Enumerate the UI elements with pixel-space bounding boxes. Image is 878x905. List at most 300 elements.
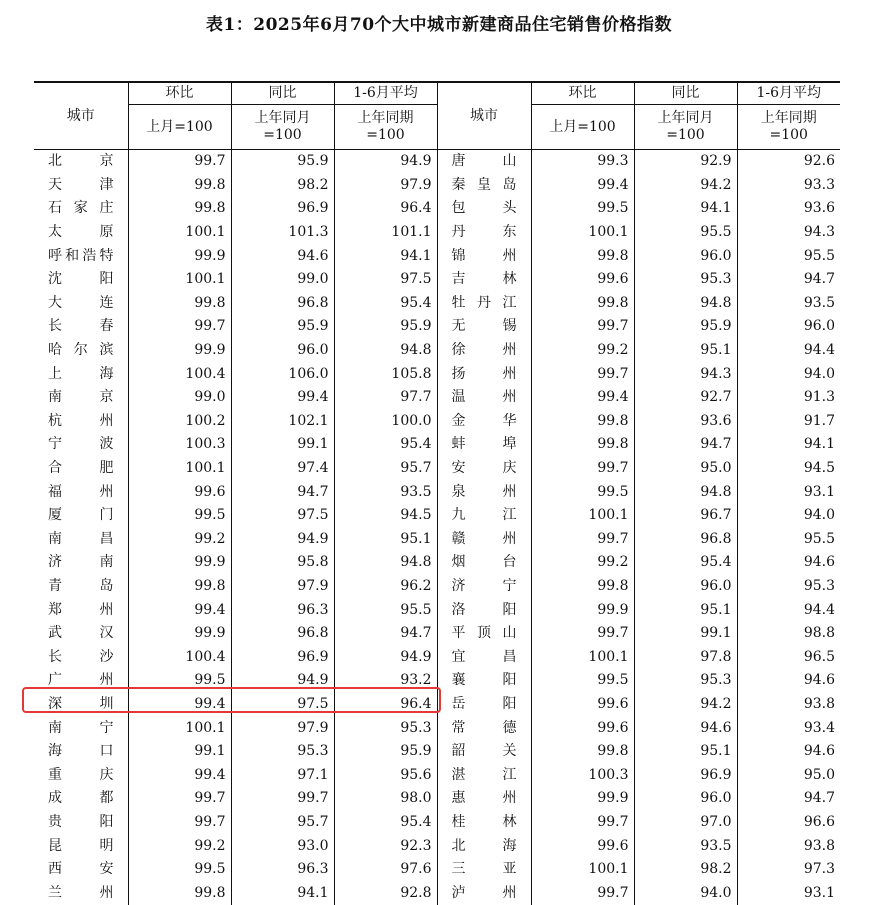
cell-yoy-right: 94.7 <box>634 433 737 457</box>
header-avg-base-right <box>737 105 840 150</box>
cell-avg-left: 101.1 <box>334 221 437 245</box>
cell-city-left: 济南 <box>48 554 114 571</box>
cell-yoy-left: 97.5 <box>231 504 334 528</box>
cell-yoy-right: 96.7 <box>634 504 737 528</box>
cell-city-left: 沈阳 <box>48 271 114 288</box>
cell-city-right: 岳阳 <box>437 693 531 717</box>
cell-avg-right: 95.0 <box>737 763 840 787</box>
cell-yoy-left: 99.1 <box>231 433 334 457</box>
cell-avg-right: 97.3 <box>737 858 840 882</box>
table-row <box>34 575 840 599</box>
cell-avg-left: 97.7 <box>334 386 437 410</box>
cell-mom-left: 99.4 <box>128 598 231 622</box>
cell-mom-left: 99.9 <box>128 244 231 268</box>
cell-avg-right: 96.5 <box>737 645 840 669</box>
header-avg-base-line2: =100 <box>366 127 405 143</box>
cell-mom-left: 100.1 <box>128 457 231 481</box>
cell-city-left: 太原 <box>48 224 114 241</box>
cell-yoy-left: 99.4 <box>231 386 334 410</box>
table-row <box>34 551 840 575</box>
cell-city-right: 三亚 <box>437 858 531 882</box>
cell-avg-left: 94.5 <box>334 504 437 528</box>
cell-mom-right: 99.6 <box>531 834 634 858</box>
cell-yoy-left: 99.7 <box>231 787 334 811</box>
table-title: 表1：2025年6月70个大中城市新建商品住宅销售价格指数 <box>205 15 673 35</box>
cell-yoy-right: 95.4 <box>634 551 737 575</box>
cell-mom-left: 99.4 <box>128 693 231 717</box>
cell-yoy-right: 94.0 <box>634 881 737 905</box>
cell-mom-right: 99.7 <box>531 622 634 646</box>
cell-city-left: 贵阳 <box>48 813 114 830</box>
cell-yoy-left: 106.0 <box>231 362 334 386</box>
cell-avg-left: 93.5 <box>334 480 437 504</box>
cell-mom-left: 99.8 <box>128 881 231 905</box>
cell-yoy-left: 94.1 <box>231 881 334 905</box>
table-row <box>34 410 840 434</box>
cell-mom-left: 99.9 <box>128 622 231 646</box>
cell-mom-right: 99.3 <box>531 150 634 174</box>
cell-city-left: 大连 <box>48 294 114 311</box>
cell-avg-right: 94.5 <box>737 457 840 481</box>
cell-city-right: 烟台 <box>437 551 531 575</box>
cell-city-right: 扬州 <box>437 362 531 386</box>
cell-mom-right: 99.7 <box>531 528 634 552</box>
cell-city-right: 北海 <box>437 834 531 858</box>
cell-yoy-right: 94.2 <box>634 174 737 198</box>
table-row <box>34 174 840 198</box>
header-city-left: 城市 <box>34 82 128 150</box>
cell-yoy-right: 93.6 <box>634 410 737 434</box>
cell-yoy-left: 95.8 <box>231 551 334 575</box>
cell-city-left: 成都 <box>48 790 114 807</box>
cell-avg-left: 97.6 <box>334 858 437 882</box>
cell-city-left: 西安 <box>48 861 114 878</box>
cell-avg-left: 92.8 <box>334 881 437 905</box>
cell-yoy-left: 97.9 <box>231 575 334 599</box>
cell-city-left: 石家庄 <box>48 200 114 217</box>
header-avg-base-line2: =100 <box>769 127 808 143</box>
cell-avg-left: 94.7 <box>334 622 437 646</box>
cell-city-left: 合肥 <box>48 460 114 477</box>
cell-mom-right: 99.8 <box>531 410 634 434</box>
cell-city-right: 蚌埠 <box>437 433 531 457</box>
table-row <box>34 268 840 292</box>
cell-avg-left: 105.8 <box>334 362 437 386</box>
cell-yoy-right: 93.5 <box>634 834 737 858</box>
cell-mom-left: 99.8 <box>128 174 231 198</box>
cell-yoy-left: 94.9 <box>231 528 334 552</box>
cell-yoy-left: 96.9 <box>231 645 334 669</box>
cell-yoy-right: 95.9 <box>634 315 737 339</box>
cell-city-right: 桂林 <box>437 811 531 835</box>
cell-avg-left: 98.0 <box>334 787 437 811</box>
cell-yoy-right: 98.2 <box>634 858 737 882</box>
cell-yoy-left: 96.0 <box>231 339 334 363</box>
cell-mom-right: 99.8 <box>531 244 634 268</box>
cell-avg-left: 93.2 <box>334 669 437 693</box>
cell-avg-left: 95.1 <box>334 528 437 552</box>
table-row <box>34 528 840 552</box>
cell-mom-right: 99.7 <box>531 315 634 339</box>
cell-yoy-left: 96.3 <box>231 858 334 882</box>
cell-city-left: 长沙 <box>48 648 114 665</box>
cell-city-right: 济宁 <box>437 575 531 599</box>
cell-yoy-right: 94.2 <box>634 693 737 717</box>
table-row <box>34 244 840 268</box>
cell-city-left: 兰州 <box>48 884 114 901</box>
cell-city-right: 吉林 <box>437 268 531 292</box>
cell-avg-right: 94.6 <box>737 669 840 693</box>
cell-yoy-right: 96.0 <box>634 787 737 811</box>
cell-city-right: 韶关 <box>437 740 531 764</box>
cell-yoy-left: 97.4 <box>231 457 334 481</box>
cell-city-left: 青岛 <box>48 577 114 594</box>
cell-mom-right: 99.8 <box>531 292 634 316</box>
cell-mom-right: 100.1 <box>531 858 634 882</box>
table-row <box>34 669 840 693</box>
cell-avg-right: 93.5 <box>737 292 840 316</box>
cell-avg-left: 94.1 <box>334 244 437 268</box>
table-row <box>34 315 840 339</box>
cell-yoy-right: 97.0 <box>634 811 737 835</box>
cell-avg-right: 95.3 <box>737 575 840 599</box>
cell-avg-left: 95.4 <box>334 433 437 457</box>
cell-mom-right: 100.1 <box>531 504 634 528</box>
cell-yoy-right: 95.1 <box>634 740 737 764</box>
cell-avg-left: 95.6 <box>334 763 437 787</box>
header-avg-right: 1-6月平均 <box>737 82 840 105</box>
table-row <box>34 811 840 835</box>
cell-mom-left: 99.5 <box>128 669 231 693</box>
table-row <box>34 834 840 858</box>
cell-yoy-left: 95.3 <box>231 740 334 764</box>
cell-mom-right: 99.5 <box>531 669 634 693</box>
cell-avg-right: 93.8 <box>737 834 840 858</box>
cell-city-left: 长春 <box>48 318 114 335</box>
table-row <box>34 881 840 905</box>
header-yoy-base-left <box>231 105 334 150</box>
cell-mom-right: 100.1 <box>531 221 634 245</box>
cell-yoy-right: 96.9 <box>634 763 737 787</box>
table-row <box>34 716 840 740</box>
cell-mom-right: 99.2 <box>531 339 634 363</box>
cell-avg-right: 93.1 <box>737 480 840 504</box>
table-row <box>34 221 840 245</box>
cell-city-right: 平顶山 <box>437 622 531 646</box>
cell-mom-left: 100.1 <box>128 716 231 740</box>
cell-mom-left: 100.4 <box>128 362 231 386</box>
cell-yoy-right: 99.1 <box>634 622 737 646</box>
cell-city-right: 湛江 <box>437 763 531 787</box>
header-yoy-base-right <box>634 105 737 150</box>
header-yoy-right: 同比 <box>634 82 737 105</box>
cell-city-right: 九江 <box>437 504 531 528</box>
table-row <box>34 457 840 481</box>
cell-mom-left: 99.0 <box>128 386 231 410</box>
cell-city-right: 无锡 <box>437 315 531 339</box>
cell-mom-left: 100.1 <box>128 268 231 292</box>
cell-avg-right: 93.8 <box>737 693 840 717</box>
cell-city-right: 常德 <box>437 716 531 740</box>
cell-yoy-left: 94.7 <box>231 480 334 504</box>
cell-avg-right: 94.4 <box>737 598 840 622</box>
cell-city-right: 秦皇岛 <box>437 174 531 198</box>
cell-mom-right: 99.2 <box>531 551 634 575</box>
cell-yoy-left: 96.8 <box>231 292 334 316</box>
cell-yoy-right: 96.0 <box>634 244 737 268</box>
cell-mom-right: 99.7 <box>531 362 634 386</box>
cell-mom-right: 99.7 <box>531 881 634 905</box>
cell-yoy-left: 95.9 <box>231 315 334 339</box>
cell-avg-right: 94.4 <box>737 339 840 363</box>
price-index-table <box>34 81 840 905</box>
cell-yoy-left: 94.6 <box>231 244 334 268</box>
header-yoy-base-line1: 上年同月 <box>254 110 311 126</box>
header-yoy-base-line2: =100 <box>263 127 302 143</box>
cell-avg-left: 92.3 <box>334 834 437 858</box>
cell-mom-left: 100.3 <box>128 433 231 457</box>
cell-city-right: 锦州 <box>437 244 531 268</box>
cell-mom-right: 99.6 <box>531 268 634 292</box>
cell-yoy-left: 99.0 <box>231 268 334 292</box>
header-yoy-base-line2: =100 <box>666 127 705 143</box>
cell-mom-right: 99.7 <box>531 457 634 481</box>
cell-yoy-left: 97.1 <box>231 763 334 787</box>
header-avg-base-left <box>334 105 437 150</box>
cell-yoy-left: 101.3 <box>231 221 334 245</box>
cell-city-right: 泸州 <box>437 881 531 905</box>
table-row <box>34 339 840 363</box>
cell-city-left: 杭州 <box>48 412 114 429</box>
cell-yoy-right: 94.8 <box>634 480 737 504</box>
table-row <box>34 362 840 386</box>
cell-avg-left: 94.9 <box>334 645 437 669</box>
cell-mom-right: 99.4 <box>531 386 634 410</box>
cell-avg-right: 96.6 <box>737 811 840 835</box>
cell-mom-left: 99.7 <box>128 150 231 174</box>
cell-avg-right: 94.0 <box>737 362 840 386</box>
table-row <box>34 645 840 669</box>
cell-yoy-left: 94.9 <box>231 669 334 693</box>
cell-mom-left: 99.7 <box>128 811 231 835</box>
cell-avg-right: 92.6 <box>737 150 840 174</box>
header-yoy-base-line1: 上年同月 <box>657 110 714 126</box>
cell-avg-left: 100.0 <box>334 410 437 434</box>
table-row <box>34 858 840 882</box>
cell-city-left: 呼和浩特 <box>48 247 114 264</box>
cell-yoy-right: 95.5 <box>634 221 737 245</box>
cell-mom-left: 99.2 <box>128 834 231 858</box>
cell-mom-left: 99.6 <box>128 480 231 504</box>
cell-mom-left: 99.4 <box>128 763 231 787</box>
cell-city-left: 天津 <box>48 176 114 193</box>
cell-mom-right: 99.6 <box>531 716 634 740</box>
cell-avg-left: 95.7 <box>334 457 437 481</box>
cell-city-left: 厦门 <box>48 507 114 524</box>
cell-mom-left: 99.7 <box>128 787 231 811</box>
cell-mom-right: 100.3 <box>531 763 634 787</box>
cell-city-right: 泉州 <box>437 480 531 504</box>
cell-city-left: 南昌 <box>48 530 114 547</box>
cell-city-left: 郑州 <box>48 601 114 618</box>
cell-yoy-right: 92.7 <box>634 386 737 410</box>
cell-yoy-right: 96.0 <box>634 575 737 599</box>
header-yoy-left: 同比 <box>231 82 334 105</box>
cell-mom-right: 99.4 <box>531 174 634 198</box>
cell-mom-right: 99.6 <box>531 693 634 717</box>
cell-avg-left: 94.9 <box>334 150 437 174</box>
cell-mom-right: 99.7 <box>531 811 634 835</box>
cell-city-left: 海口 <box>48 743 114 760</box>
cell-avg-right: 94.3 <box>737 221 840 245</box>
cell-avg-right: 94.1 <box>737 433 840 457</box>
cell-city-right: 惠州 <box>437 787 531 811</box>
cell-yoy-left: 95.9 <box>231 150 334 174</box>
cell-avg-right: 95.5 <box>737 528 840 552</box>
cell-mom-right: 99.8 <box>531 575 634 599</box>
cell-yoy-right: 95.1 <box>634 339 737 363</box>
table-row <box>34 598 840 622</box>
cell-city-right: 唐山 <box>437 150 531 174</box>
cell-avg-right: 93.4 <box>737 716 840 740</box>
table-row <box>34 197 840 221</box>
cell-city-left: 北京 <box>48 153 114 170</box>
cell-mom-left: 100.1 <box>128 221 231 245</box>
header-avg-base-line1: 上年同期 <box>357 110 414 126</box>
cell-city-right: 丹东 <box>437 221 531 245</box>
header-mom-base-left: 上月=100 <box>128 105 231 150</box>
cell-mom-left: 99.9 <box>128 551 231 575</box>
cell-avg-left: 95.4 <box>334 811 437 835</box>
cell-avg-right: 94.0 <box>737 504 840 528</box>
cell-mom-left: 99.8 <box>128 197 231 221</box>
cell-avg-left: 95.9 <box>334 740 437 764</box>
cell-mom-left: 100.4 <box>128 645 231 669</box>
cell-yoy-left: 97.5 <box>231 693 334 717</box>
cell-city-right: 金华 <box>437 410 531 434</box>
cell-city-right: 襄阳 <box>437 669 531 693</box>
cell-avg-left: 96.4 <box>334 693 437 717</box>
cell-yoy-right: 95.0 <box>634 457 737 481</box>
cell-city-left: 重庆 <box>48 766 114 783</box>
cell-avg-right: 95.5 <box>737 244 840 268</box>
cell-yoy-left: 93.0 <box>231 834 334 858</box>
header-avg-left: 1-6月平均 <box>334 82 437 105</box>
cell-avg-left: 97.9 <box>334 174 437 198</box>
header-avg-base-line1: 上年同期 <box>760 110 817 126</box>
cell-city-left: 上海 <box>48 365 114 382</box>
cell-avg-left: 95.9 <box>334 315 437 339</box>
cell-yoy-right: 92.9 <box>634 150 737 174</box>
cell-yoy-right: 94.6 <box>634 716 737 740</box>
cell-city-right: 赣州 <box>437 528 531 552</box>
cell-yoy-right: 94.8 <box>634 292 737 316</box>
header-city-right: 城市 <box>437 82 531 150</box>
cell-yoy-left: 95.7 <box>231 811 334 835</box>
cell-yoy-right: 96.8 <box>634 528 737 552</box>
cell-yoy-right: 97.8 <box>634 645 737 669</box>
cell-yoy-left: 96.8 <box>231 622 334 646</box>
cell-avg-right: 91.3 <box>737 386 840 410</box>
cell-avg-right: 94.6 <box>737 740 840 764</box>
cell-avg-left: 96.2 <box>334 575 437 599</box>
cell-city-left: 宁波 <box>48 436 114 453</box>
cell-mom-left: 99.5 <box>128 504 231 528</box>
cell-avg-left: 95.3 <box>334 716 437 740</box>
cell-yoy-right: 95.1 <box>634 598 737 622</box>
table-row <box>34 504 840 528</box>
table-row <box>34 740 840 764</box>
header-mom-left: 环比 <box>128 82 231 105</box>
cell-avg-right: 96.0 <box>737 315 840 339</box>
cell-mom-left: 100.2 <box>128 410 231 434</box>
cell-avg-right: 93.6 <box>737 197 840 221</box>
cell-mom-right: 99.5 <box>531 480 634 504</box>
cell-city-right: 包头 <box>437 197 531 221</box>
cell-avg-left: 95.4 <box>334 292 437 316</box>
cell-city-right: 宜昌 <box>437 645 531 669</box>
cell-mom-right: 99.5 <box>531 197 634 221</box>
cell-yoy-left: 102.1 <box>231 410 334 434</box>
cell-avg-left: 94.8 <box>334 551 437 575</box>
cell-city-left: 深圳 <box>48 695 114 712</box>
cell-mom-left: 99.5 <box>128 858 231 882</box>
cell-mom-right: 99.9 <box>531 598 634 622</box>
table-row <box>34 622 840 646</box>
cell-avg-left: 95.5 <box>334 598 437 622</box>
cell-mom-left: 99.7 <box>128 315 231 339</box>
table-row <box>34 763 840 787</box>
cell-yoy-right: 95.3 <box>634 268 737 292</box>
cell-mom-left: 99.2 <box>128 528 231 552</box>
cell-city-right: 温州 <box>437 386 531 410</box>
cell-avg-right: 91.7 <box>737 410 840 434</box>
header-mom-base-right: 上月=100 <box>531 105 634 150</box>
header-mom-right: 环比 <box>531 82 634 105</box>
cell-avg-right: 94.6 <box>737 551 840 575</box>
cell-city-left: 武汉 <box>48 625 114 642</box>
cell-yoy-right: 94.1 <box>634 197 737 221</box>
cell-yoy-right: 95.3 <box>634 669 737 693</box>
cell-mom-right: 100.1 <box>531 645 634 669</box>
cell-city-left: 福州 <box>48 483 114 500</box>
cell-avg-right: 94.7 <box>737 787 840 811</box>
cell-city-left: 南宁 <box>48 719 114 736</box>
cell-yoy-left: 96.9 <box>231 197 334 221</box>
cell-avg-right: 98.8 <box>737 622 840 646</box>
table-row <box>34 150 840 174</box>
cell-mom-left: 99.8 <box>128 575 231 599</box>
cell-mom-right: 99.9 <box>531 787 634 811</box>
cell-mom-left: 99.8 <box>128 292 231 316</box>
cell-mom-right: 99.8 <box>531 740 634 764</box>
cell-avg-right: 94.7 <box>737 268 840 292</box>
cell-yoy-right: 94.3 <box>634 362 737 386</box>
table-row <box>34 693 840 717</box>
cell-avg-left: 94.8 <box>334 339 437 363</box>
table-row <box>34 787 840 811</box>
cell-avg-right: 93.1 <box>737 881 840 905</box>
cell-city-right: 徐州 <box>437 339 531 363</box>
cell-city-left: 广州 <box>48 672 114 689</box>
cell-city-left: 哈尔滨 <box>48 342 114 359</box>
cell-yoy-left: 96.3 <box>231 598 334 622</box>
table-row <box>34 480 840 504</box>
table-row <box>34 292 840 316</box>
cell-city-right: 安庆 <box>437 457 531 481</box>
cell-mom-left: 99.1 <box>128 740 231 764</box>
cell-city-right: 洛阳 <box>437 598 531 622</box>
